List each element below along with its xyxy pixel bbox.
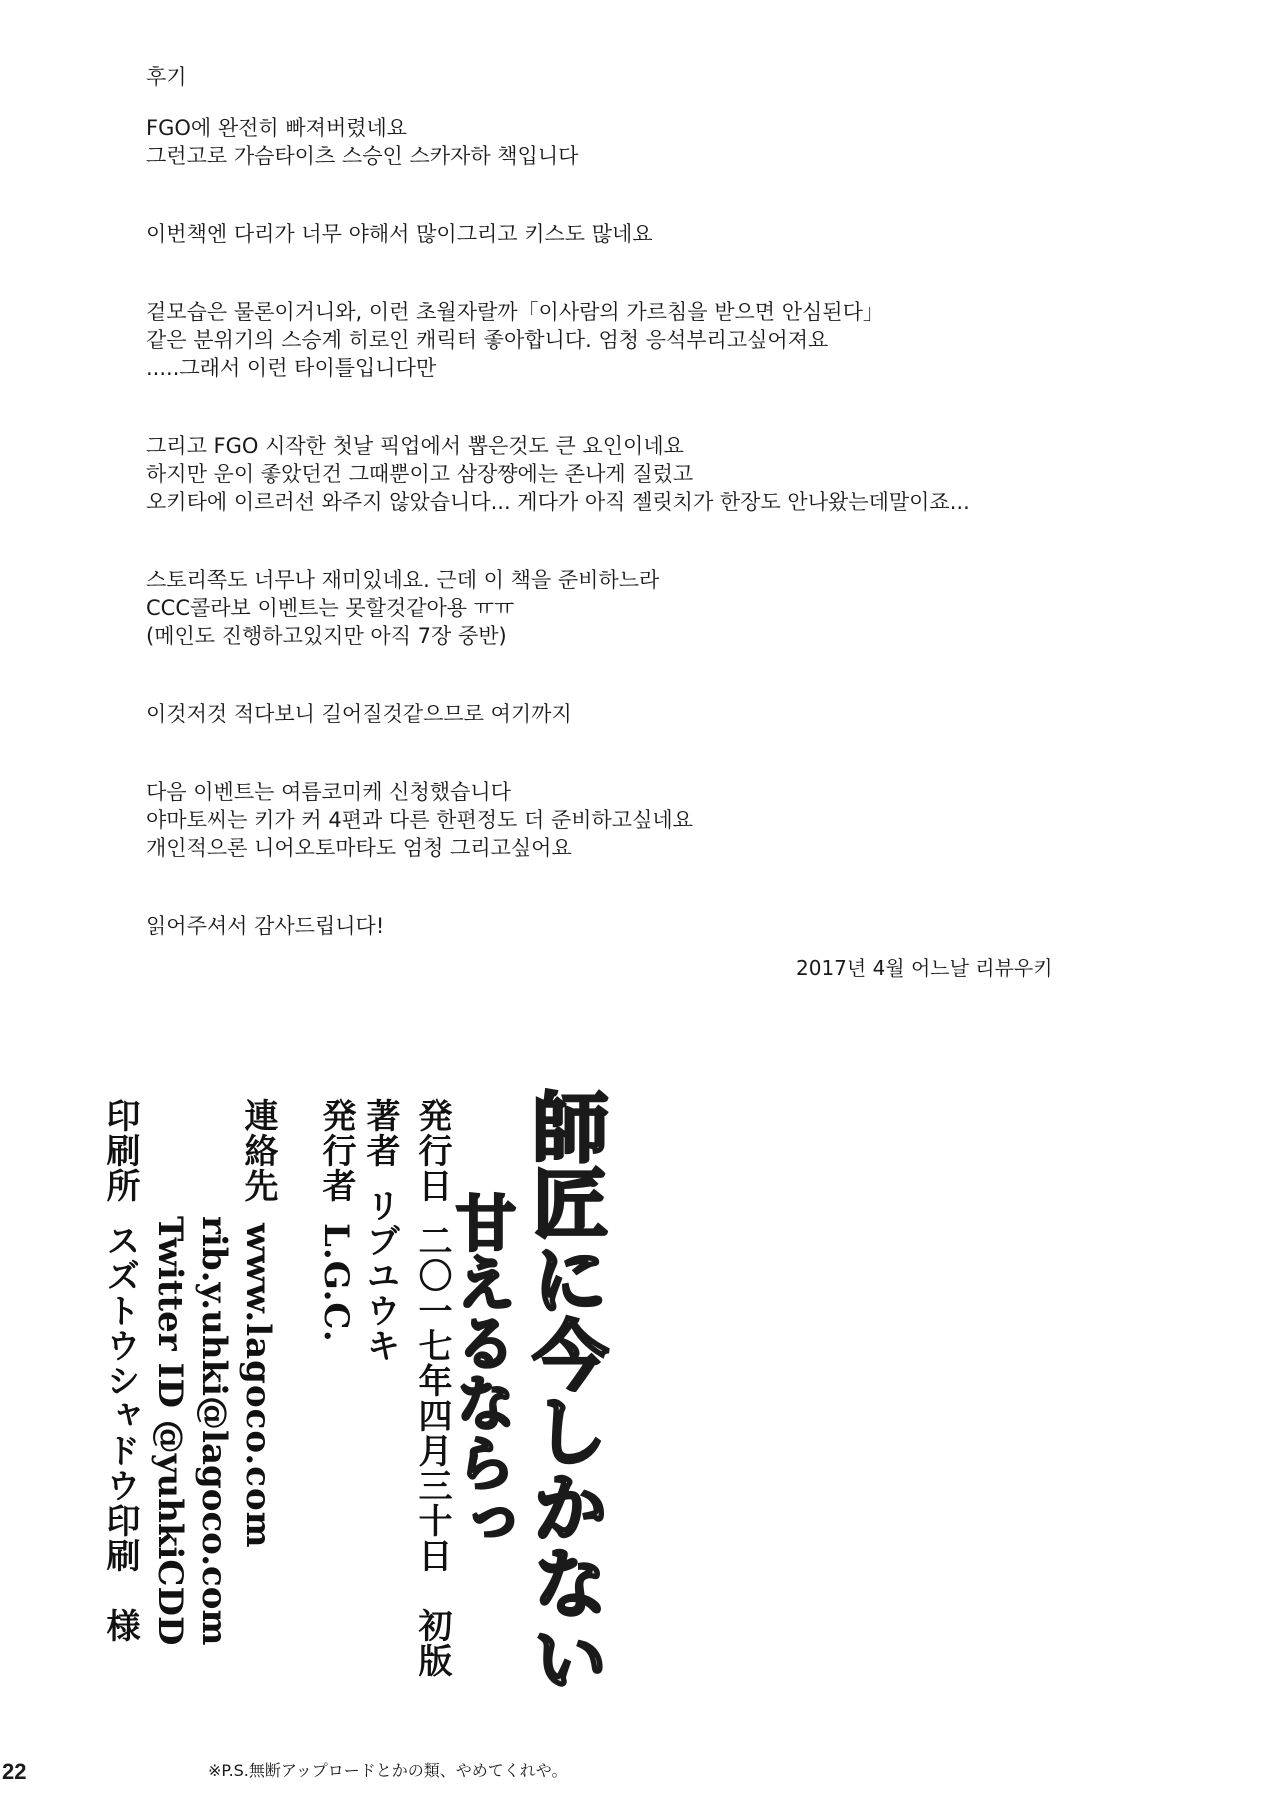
page-number: 22	[2, 1759, 27, 1784]
colophon-issue-date	[412, 1098, 452, 1678]
paragraph-line: 야마토씨는 키가 커 4편과 다른 한편정도 더 준비하고싶네요	[146, 808, 693, 832]
paragraph-line: 겉모습은 물론이거니와, 이런 초월자랄까「이사람의 가르침을 받으면 안심된다」	[146, 300, 884, 324]
colophon-date-label: 発行日	[412, 1098, 452, 1203]
paragraph-line: 같은 분위기의 스승계 히로인 캐릭터 좋아합니다. 엄청 응석부리고싶어져요	[146, 328, 829, 352]
paragraph-line: .....그래서 이런 타이틀입니다만	[146, 356, 437, 380]
colophon-publisher-value: L.G.C.	[316, 1223, 356, 1343]
title-sub-text: 甘えるならっ	[446, 1192, 516, 1552]
afterword	[146, 62, 1106, 990]
paragraph	[146, 566, 1106, 650]
colophon-publisher	[316, 1098, 356, 1343]
colophon-contact-twitter: Twitter ID @yuhkiCDD	[150, 1216, 190, 1646]
paragraph	[146, 912, 1106, 940]
colophon-date-value: 二〇一七年四月三十日 初版	[412, 1223, 452, 1678]
colophon	[100, 1098, 620, 1678]
paragraph-line: 이것저것 적다보니 길어질것같으므로 여기까지	[146, 702, 572, 726]
paragraph	[146, 220, 1106, 248]
footnote: ※P.S.無断アップロードとかの類、やめてくれや。	[208, 1761, 568, 1780]
paragraph-line: 개인적으론 니어오토마타도 엄청 그리고싶어요	[146, 836, 572, 860]
paragraph-line: 오키타에 이르러선 와주지 않았습니다... 게다가 아직 젤릿치가 한장도 안나왔는데말이죠...	[146, 490, 970, 514]
colophon-contact-email: rib.y.uhki@lagoco.com	[194, 1216, 234, 1646]
title-main-text: 師匠に今しかない	[520, 1088, 609, 1696]
paragraph-line: 이번책엔 다리가 너무 야해서 많이그리고 키스도 많네요	[146, 222, 653, 246]
colophon-printer-label: 印刷所	[100, 1098, 140, 1203]
paragraph	[146, 778, 1106, 862]
paragraph-line: CCC콜라보 이벤트는 못할것같아용 ㅠㅠ	[146, 596, 515, 620]
colophon-contact-label: 連絡先	[238, 1098, 278, 1203]
paragraph-line: 읽어주셔서 감사드립니다!	[146, 914, 385, 938]
colophon-publisher-label: 発行者	[316, 1098, 356, 1203]
colophon-author	[360, 1098, 400, 1363]
paragraph-line: 하지만 운이 좋았던건 그때뿐이고 삼장쨩에는 존나게 질렀고	[146, 462, 694, 486]
paragraph	[146, 700, 1106, 728]
colophon-contact-website: www.lagoco.com	[238, 1223, 278, 1549]
paragraph	[146, 298, 1106, 382]
afterword-heading: 후기	[146, 65, 187, 89]
colophon-printer	[100, 1098, 140, 1643]
paragraph	[146, 114, 1106, 170]
colophon-contact	[238, 1098, 278, 1549]
colophon-printer-value: スズトウシャドウ印刷 様	[100, 1223, 140, 1643]
afterword-signature: 2017년 4월 어느날 리뷰우키	[796, 956, 1053, 980]
paragraph	[146, 432, 1106, 516]
paragraph-line: (메인도 진행하고있지만 아직 7장 중반)	[146, 624, 507, 648]
paragraph-line: FGO에 완전히 빠져버렸네요	[146, 116, 408, 140]
paragraph-line: 그런고로 가슴타이츠 스승인 스카자하 책입니다	[146, 144, 579, 168]
colophon-author-value: リブユウキ	[360, 1188, 400, 1363]
colophon-author-label: 著者	[360, 1098, 400, 1168]
paragraph-line: 스토리쪽도 너무나 재미있네요. 근데 이 책을 준비하느라	[146, 568, 660, 592]
paragraph-line: 다음 이벤트는 여름코미케 신청했습니다	[146, 780, 511, 804]
paragraph-line: 그리고 FGO 시작한 첫날 픽업에서 뽑은것도 큰 요인이네요	[146, 434, 684, 458]
